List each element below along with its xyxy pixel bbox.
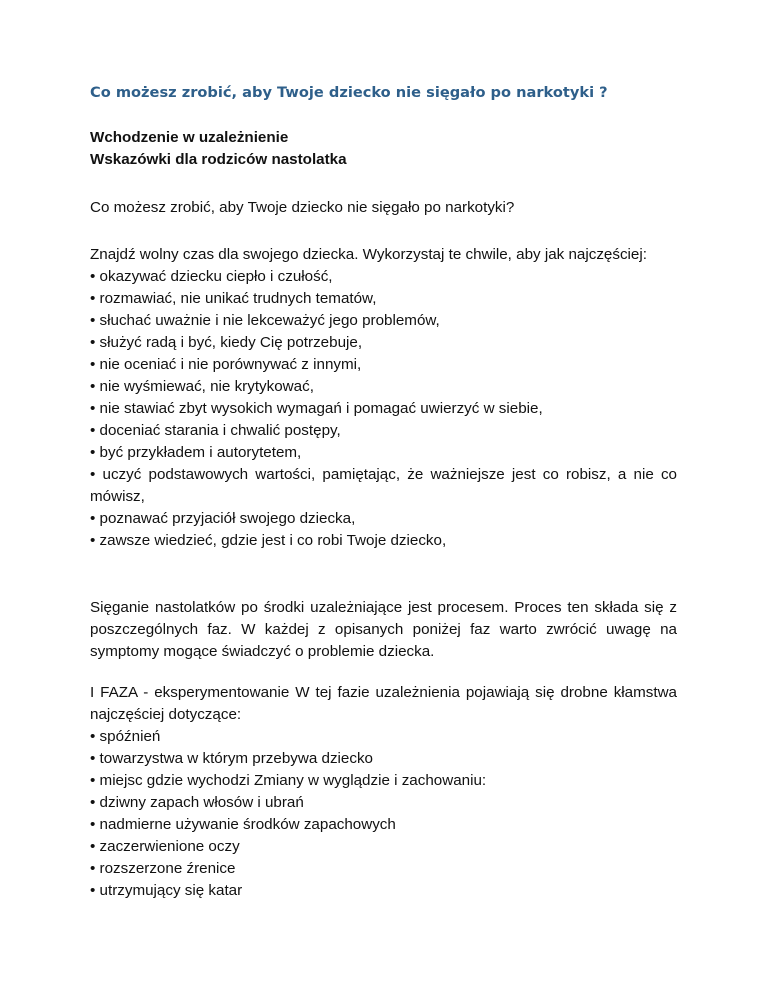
phase-1-item: • dziwny zapach włosów i ubrań bbox=[90, 794, 304, 811]
tip-item: • zawsze wiedzieć, gdzie jest i co robi Twoje dziecko, bbox=[90, 532, 447, 549]
phase-1-intro: I FAZA - eksperymentowanie W tej fazie uzależnienia pojawiają się drobne kłamstwa najczęściej dotyczące: bbox=[90, 684, 677, 723]
heading-line-2: Wskazówki dla rodziców nastolatka bbox=[90, 151, 347, 168]
tip-item: • poznawać przyjaciół swojego dziecka, bbox=[90, 510, 356, 527]
phase-1-section bbox=[90, 682, 677, 902]
tip-item: • nie stawiać zbyt wysokich wymagań i pomagać uwierzyć w siebie, bbox=[90, 400, 543, 417]
question-text: Co możesz zrobić, aby Twoje dziecko nie sięgało po narkotyki? bbox=[90, 199, 515, 216]
tip-item: • być przykładem i autorytetem, bbox=[90, 444, 302, 461]
tip-item: • okazywać dziecku ciepło i czułość, bbox=[90, 268, 333, 285]
phase-1-item: • nadmierne używanie środków zapachowych bbox=[90, 816, 396, 833]
tips-intro: Znajdź wolny czas dla swojego dziecka. Wykorzystaj te chwile, aby jak najczęściej: bbox=[90, 246, 647, 263]
phase-1-item: • zaczerwienione oczy bbox=[90, 838, 240, 855]
tip-item: • rozmawiać, nie unikać trudnych tematów, bbox=[90, 290, 377, 307]
phase-1-item: • miejsc gdzie wychodzi Zmiany w wyglądzie i zachowaniu: bbox=[90, 772, 487, 789]
tip-item: • służyć radą i być, kiedy Cię potrzebuje, bbox=[90, 334, 363, 351]
tip-item: • nie oceniać i nie porównywać z innymi, bbox=[90, 356, 362, 373]
phase-1-item: • towarzystwa w którym przebywa dziecko bbox=[90, 750, 373, 767]
tip-item: • doceniać starania i chwalić postępy, bbox=[90, 422, 341, 439]
tip-item: • uczyć podstawowych wartości, pamiętając, że ważniejsze jest co robisz, a nie co mówisz, bbox=[90, 466, 677, 505]
phase-1-item: • utrzymujący się katar bbox=[90, 882, 243, 899]
section-heading bbox=[90, 127, 677, 171]
heading-line-1: Wchodzenie w uzależnienie bbox=[90, 129, 289, 146]
phase-1-item: • rozszerzone źrenice bbox=[90, 860, 236, 877]
phase-1-item: • spóźnień bbox=[90, 728, 161, 745]
tip-item: • słuchać uważnie i nie lekceważyć jego problemów, bbox=[90, 312, 440, 329]
tips-section bbox=[90, 244, 677, 552]
tip-item: • nie wyśmiewać, nie krytykować, bbox=[90, 378, 314, 395]
document-title: Co możesz zrobić, aby Twoje dziecko nie sięgało po narkotyki ? bbox=[90, 84, 608, 101]
process-paragraph: Sięganie nastolatków po środki uzależniające jest procesem. Proces ten składa się z poszczególnych faz. W każdej z opisanych poniżej faz warto zwrócić uwagę na symptomy mogące świadczyć o problemie dziecka. bbox=[90, 599, 677, 660]
